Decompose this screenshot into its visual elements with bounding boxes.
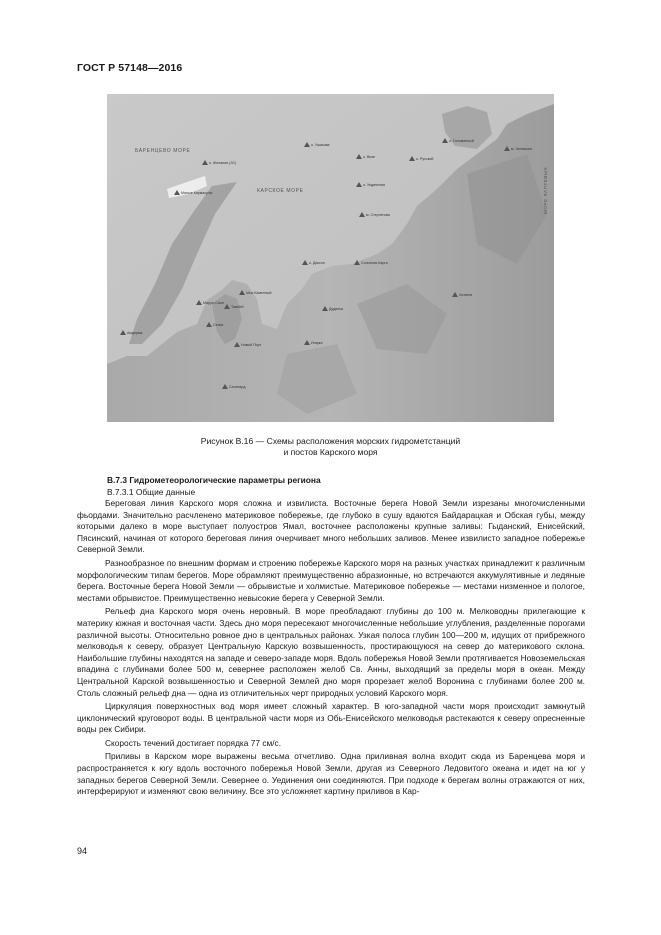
station-label: Мыс Каменный bbox=[246, 291, 272, 295]
laptev-sea-label: МОРЕ ЛАПТЕВЫХ bbox=[543, 166, 548, 214]
station-marker bbox=[224, 304, 244, 309]
station-label: о. Диксон bbox=[309, 261, 325, 265]
station-label: о. Уединения bbox=[363, 183, 385, 187]
section-title: В.7.3 Гидрометеорологические параметры региона bbox=[107, 475, 321, 485]
station-marker bbox=[322, 306, 343, 311]
kara-sea-label: КАРСКОЕ МОРЕ bbox=[257, 188, 304, 194]
station-label: Тамбей bbox=[231, 305, 244, 309]
station-label: Сопочная Карга bbox=[361, 261, 388, 265]
station-label: Амдерма bbox=[127, 331, 143, 335]
document-header: ГОСТ Р 57148—2016 bbox=[77, 62, 183, 74]
barents-sea-label: БАРЕНЦЕВО МОРЕ bbox=[135, 148, 191, 154]
station-label: м. Челюскин bbox=[511, 147, 532, 151]
station-label: о. Визе bbox=[363, 155, 376, 159]
station-marker bbox=[120, 330, 142, 335]
paragraph: Береговая линия Карского моря сложна и извилиста. Восточные берега Новой Земли изрезаны многочисленными фьордами. Значительно расчленено материковое побережье, где глубоко в сушу вдаются Байдарацкая и Обская губы, между которыми далеко в море выступает полуостров Ямал, восточнее расположены крупные заливы: Гыданский, Енисейский, Пясинский, начиная от которого береговая линия очерчивает много небольших заливов. Менее извилисто западное побережье Северной Земли. bbox=[77, 498, 585, 555]
station-label: о. Русский bbox=[416, 157, 434, 161]
station-label: Салехард bbox=[229, 385, 246, 389]
station-label: Новый Порт bbox=[241, 343, 262, 347]
paragraph: Скорость течений достигает порядка 77 см/с. bbox=[105, 737, 282, 748]
station-marker bbox=[304, 340, 322, 345]
paragraph: Разнообразное по внешним формам и строению побережье Карского моря на разных участках принадлежит к различным морфологическим типам берегов. Море обрамляют преимущественно абразионные, но встречаются аккумулятивные и ледяные берега. Восточные берега Новой Земли — обрывистые и холмистые. Материковое побережье — местами низменное и пологое, местами обрывистое. Преимущественно невысокие берега у Северной Земли. bbox=[77, 557, 585, 603]
station-label: о. Ушакова bbox=[311, 143, 330, 147]
station-label: о. Желания (ЗС) bbox=[209, 161, 237, 165]
station-label: Игарка bbox=[311, 341, 323, 345]
subsection-title: В.7.3.1 Общие данные bbox=[107, 487, 196, 497]
paragraph: Рельеф дна Карского моря очень неровный. В море преобладают глубины до 100 м. Мелководны прилегающие к материку южная и восточная части. Здесь дно моря пересекают многочисленные небольшие углубления, разделенные порогами различной высоты. Относительно ровное дно в центральных районах. Узкая полоса глубин 100—200 м, идущих от прибрежного мелководья к северу, образует Центральную Карскую возвышенность, простирающуюся на север до материкового склона. Наибольшие глубины находятся на западе и северо-западе моря. Вдоль побережья Новой Земли протягивается Новоземельская впадина с глубинами более 500 м, севернее расположен желоб Св. Анны, выходящий за пределы моря в океан. Между Центральной Карской возвышенностью и Северной Землей дно моря прорезает желоб Воронина с глубинами более 200 м. Столь сложный рельеф дна — одна из отличительных черт природных условий Карского моря. bbox=[77, 606, 585, 698]
station-label: Малые Кармакулы bbox=[181, 191, 213, 195]
station-label: Дудинка bbox=[329, 307, 343, 311]
station-marker bbox=[452, 292, 472, 297]
station-label: о. Голомянный bbox=[449, 139, 474, 143]
station-label: Сеяха bbox=[213, 323, 224, 327]
station-label: Марре-Сале bbox=[203, 301, 224, 305]
station-label: Хатанга bbox=[459, 293, 473, 297]
page-number: 94 bbox=[77, 846, 88, 856]
paragraph: Циркуляция поверхностных вод моря имеет сложный характер. В юго-западной части моря происходит замкнутый циклонический круговорот воды. В центральной части моря из Обь-Енисейского мелководья растекаются к северу опресненные воды рек Сибири. bbox=[77, 701, 585, 735]
figure-caption-line1: Рисунок В.16 — Схемы расположения морских гидрометстанций bbox=[200, 436, 461, 446]
station-marker bbox=[356, 154, 375, 159]
paragraph: Приливы в Карском море выражены весьма отчетливо. Одна приливная волна входит сюда из Баренцева моря и распространяется к югу вдоль восточного побережья Новой Земли, другая из Северного Ледовитого океана и идет на юг у западных берегов Северной Земли. Севернее о. Уединения они соединяются. При подходе к берегам волны отражаются от них, интерферируют и изменяют свою величину. Все это усложняет картину приливов в Кар- bbox=[77, 751, 585, 797]
station-map bbox=[107, 94, 554, 422]
figure-caption-line2: и постов Карского моря bbox=[283, 447, 378, 457]
station-label: м. Стерлегова bbox=[366, 213, 390, 217]
station-marker bbox=[206, 322, 223, 327]
body-text bbox=[77, 498, 585, 798]
station-marker bbox=[302, 260, 325, 265]
